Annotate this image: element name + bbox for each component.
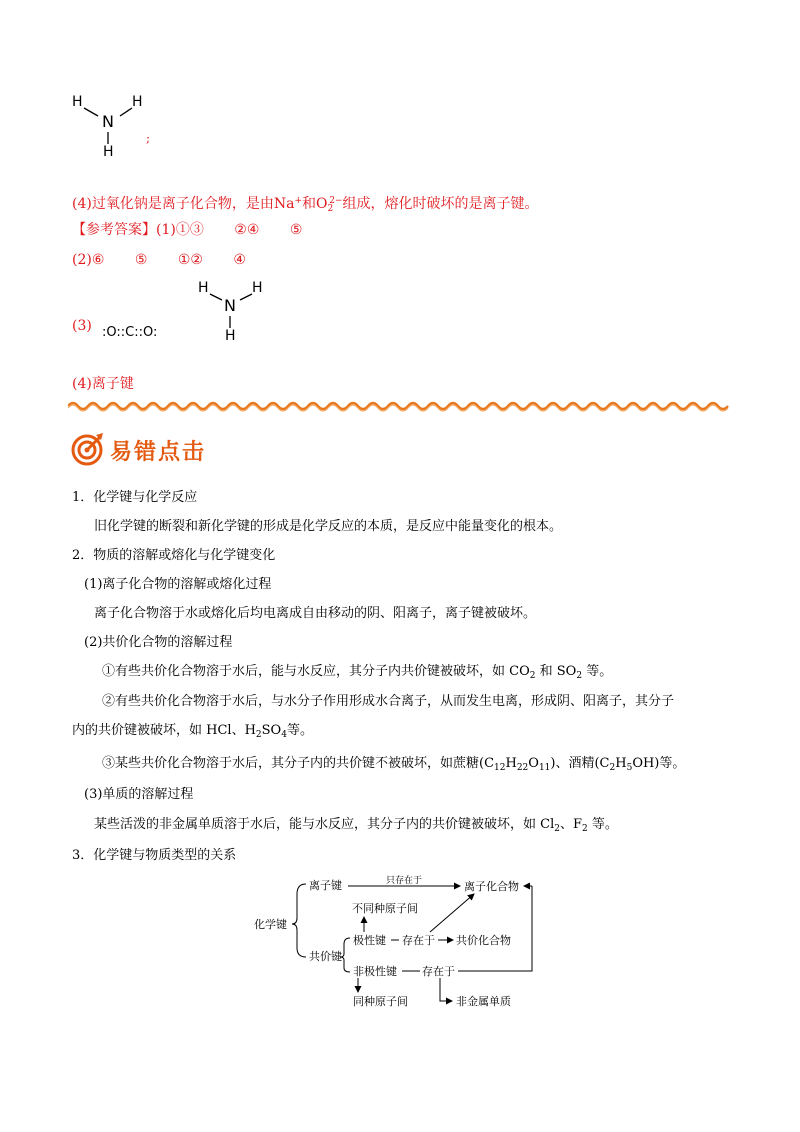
section3-heading: 3．化学键与物质类型的关系: [72, 848, 237, 863]
section2-sub1-body: 离子化合物溶于水或熔化后均电离成自由移动的阴、阳离子，离子键被破坏。: [94, 606, 537, 621]
section2-sub3-title: (3)单质的溶解过程: [84, 787, 194, 802]
node-root: 化学键: [254, 918, 287, 931]
node-ionic-compound: 离子化合物: [464, 880, 519, 893]
nh3-structure-top: [70, 94, 150, 164]
section2-sub1-title: (1)离子化合物的溶解或熔化过程: [84, 577, 272, 592]
label-only-exists-in: 只存在于: [386, 876, 423, 886]
node-same-atoms: 同种原子间: [353, 995, 408, 1008]
answer-line-3-label: (3): [72, 318, 92, 334]
section1-heading: 1．化学键与化学反应: [72, 490, 198, 505]
semicolon: ;: [146, 131, 151, 145]
section2-sub3-body: 某些活泼的非金属单质溶于水后，能与水反应，其分子内的共价键被破坏，如 $Cl_2$、$F_2$ 等。: [94, 817, 618, 834]
nh3-structure-answer: [194, 280, 274, 348]
section2-item3: ③某些共价化合物溶于水后，其分子内的共价键不被破坏，如蔗糖$(C_{12}H_{22}O_{11})$、酒精$(C_2H_5OH)$等。: [102, 756, 686, 773]
n-atom: N: [102, 112, 114, 131]
node-covalent-compound: 共价化合物: [456, 934, 511, 947]
label-exists-in-2: 存在于: [422, 965, 455, 978]
answer-line-4: (4)离子键: [72, 376, 134, 392]
section2-item2-line2: 内的共价键被破坏，如 HCl、$H_2SO_4$等。: [72, 723, 313, 740]
target-icon: [70, 432, 106, 466]
section2-sub2-title: (2)共价化合物的溶解过程: [84, 635, 233, 650]
answer-line-2: (2)⑥ ⑤ ①② ④: [72, 252, 246, 268]
node-ionic-bond: 离子键: [309, 879, 342, 892]
co2-electron-structure: :O::C::O:: [102, 325, 158, 340]
label-exists-in-1: 存在于: [402, 934, 435, 947]
node-different-atoms: 不同种原子间: [352, 902, 418, 915]
answer-line-1: 【参考答案】(1)①③ ②④ ⑤: [72, 222, 303, 238]
explanation-4: (4)过氧化钠是离子化合物，是由Na+和$O_2^{2-}$组成，熔化时破坏的是离子键。: [72, 196, 539, 214]
section1-body: 旧化学键的断裂和新化学键的形成是化学反应的本质，是反应中能量变化的根本。: [94, 519, 563, 534]
h-atom-bottom: H: [225, 328, 236, 344]
h-atom-right: H: [252, 280, 263, 296]
banner-title: 易错点击: [110, 440, 207, 465]
section2-heading: 2．物质的溶解或熔化与化学键变化: [72, 548, 276, 563]
h-atom-left: H: [72, 94, 83, 110]
h-atom-bottom: H: [103, 144, 114, 160]
section2-item2-line1: ②有些共价化合物溶于水后，与水分子作用形成水合离子，从而发生电离，形成阴、阳离子，其分子: [102, 694, 675, 709]
node-polar-bond: 极性键: [353, 934, 386, 947]
node-nonpolar-bond: 非极性键: [353, 965, 397, 978]
n-atom: N: [224, 296, 236, 315]
node-nonmetal-element: 非金属单质: [456, 995, 511, 1008]
answer-label: 【参考答案】: [72, 222, 156, 238]
wavy-divider: [68, 398, 732, 414]
node-covalent-bond: 共价键: [309, 950, 342, 963]
h-atom-right: H: [132, 94, 143, 110]
bond-type-diagram: [250, 872, 550, 1014]
h-atom-left: H: [198, 280, 209, 296]
section2-item1: ①有些共价化合物溶于水后，能与水反应，其分子内共价键被破坏，如 $CO_2$ 和 $SO_2$ 等。: [102, 664, 613, 681]
